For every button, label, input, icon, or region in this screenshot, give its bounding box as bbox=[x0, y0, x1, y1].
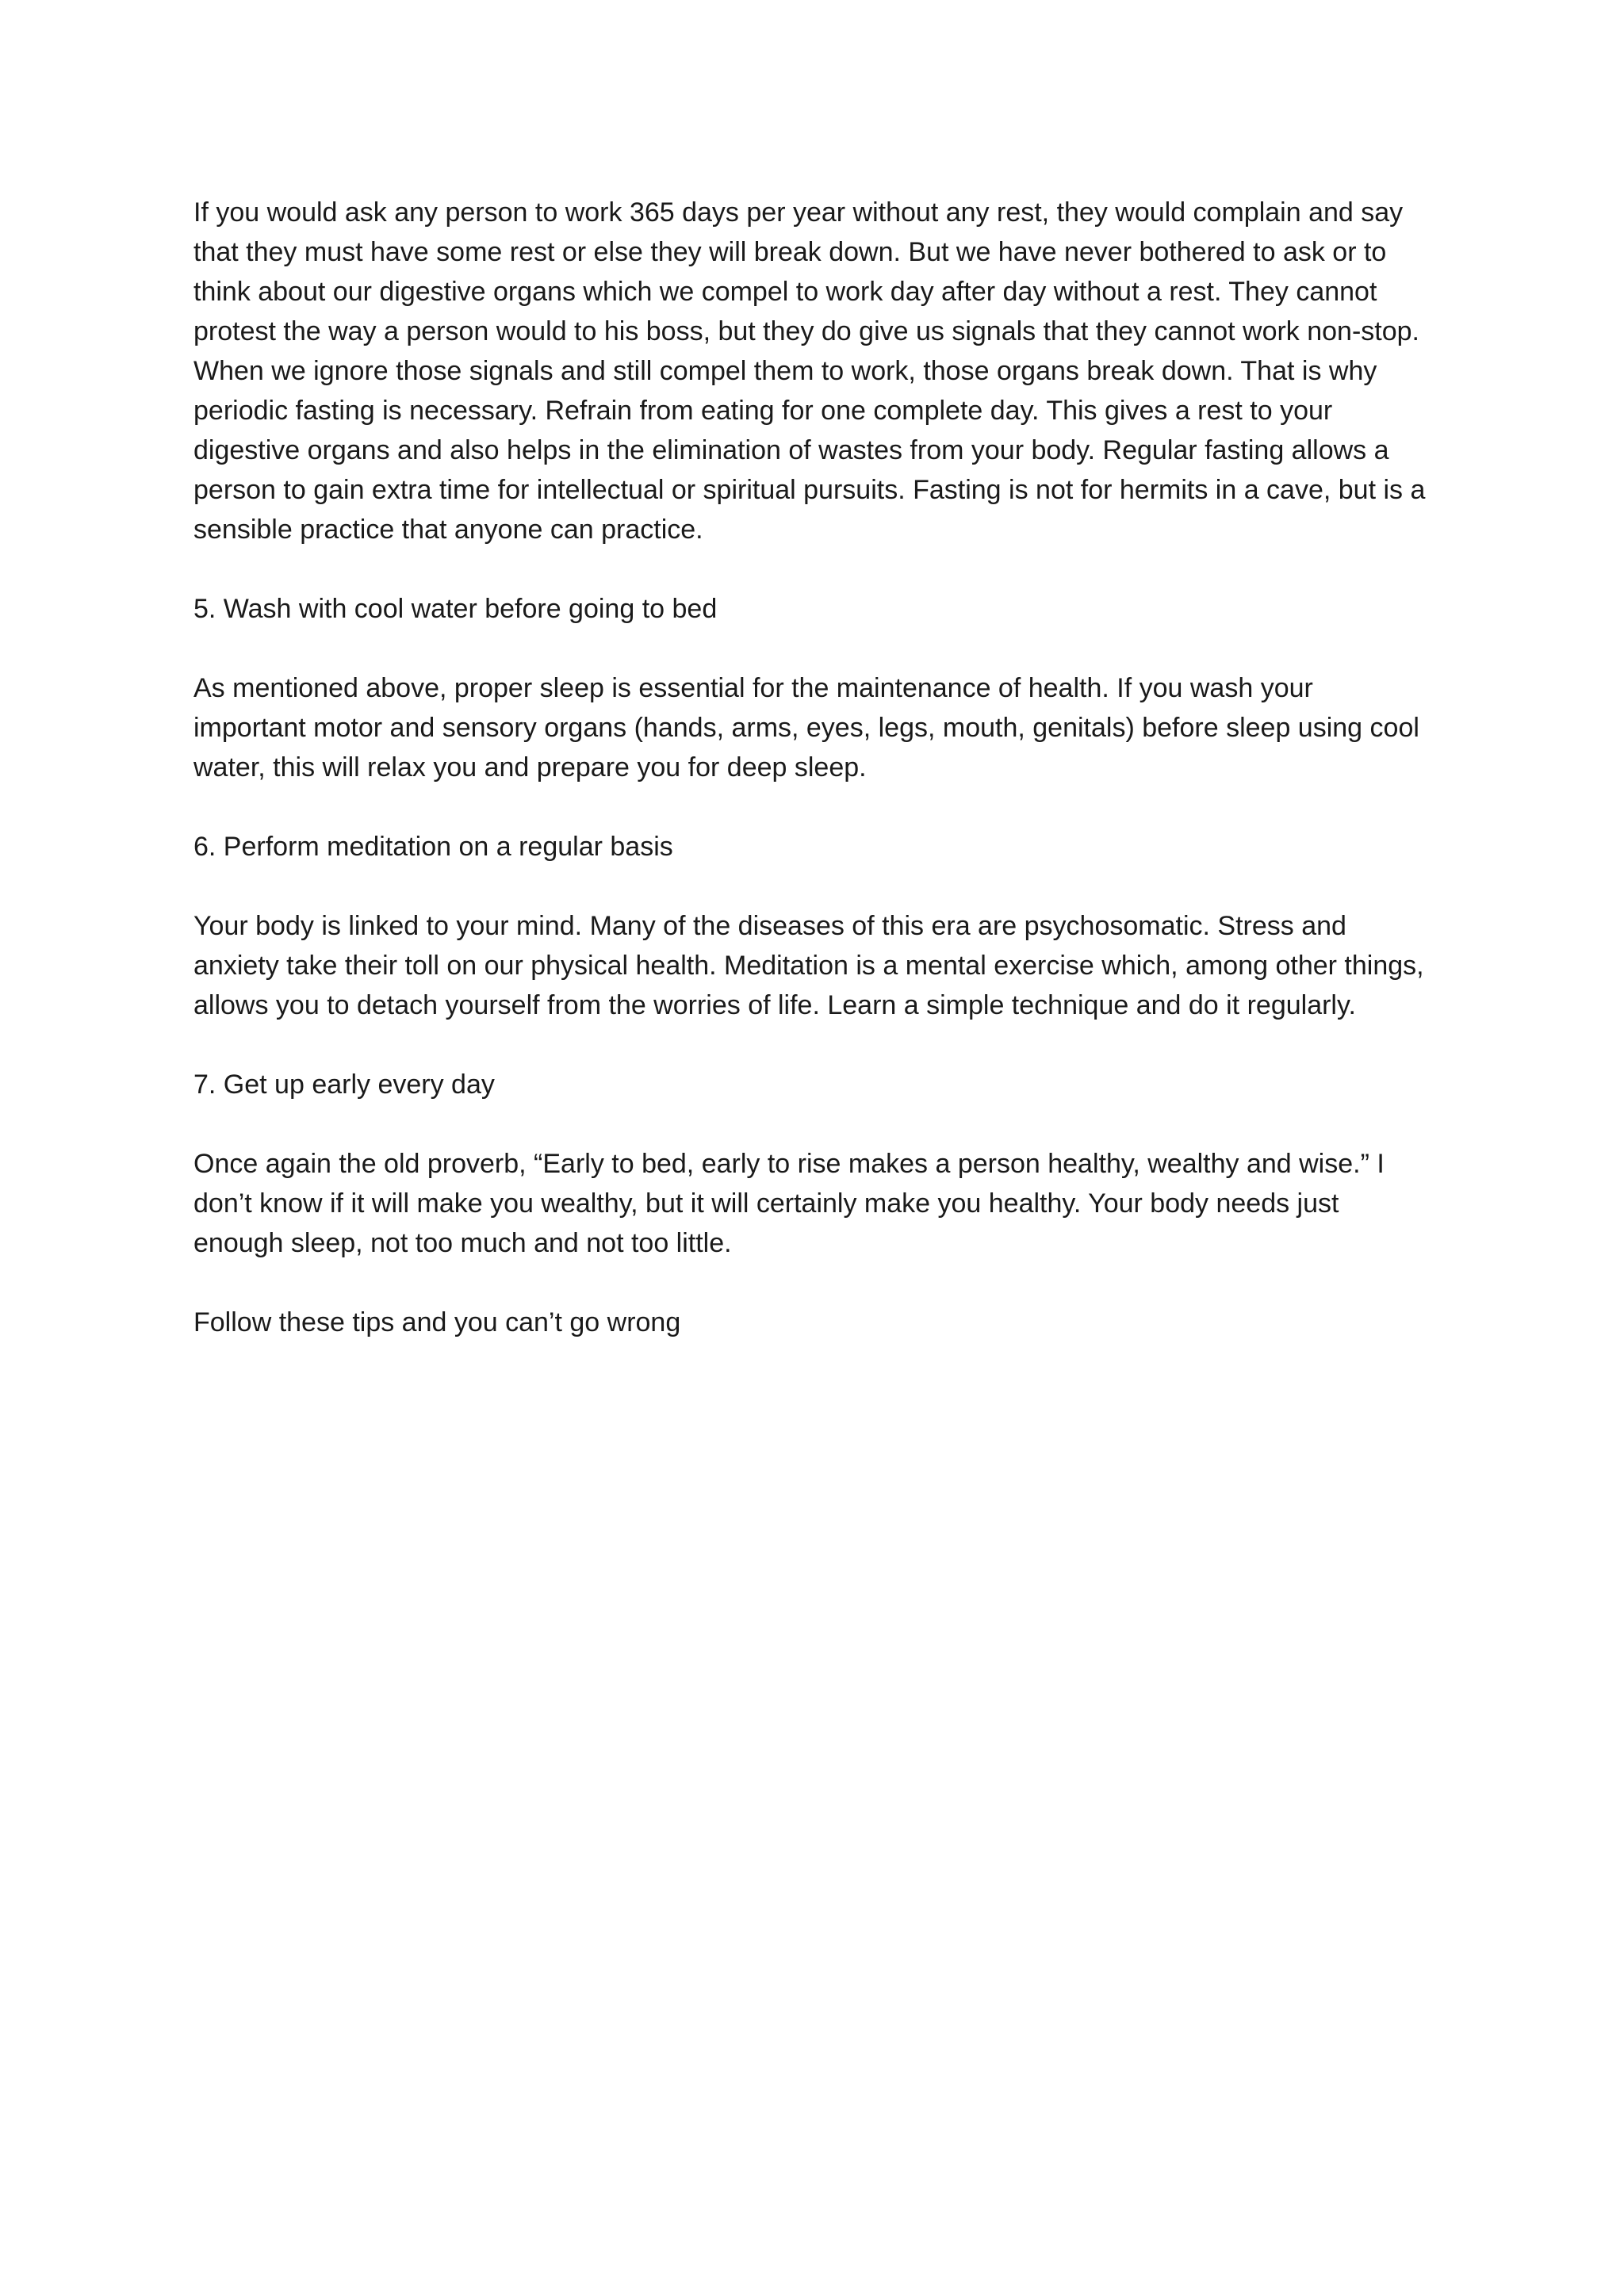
heading-wash-cool-water: 5. Wash with cool water before going to bed bbox=[193, 594, 718, 624]
paragraph-meditation: Your body is linked to your mind. Many of the diseases of this era are psychosomatic. Stress and anxiety take their toll on our physical health. Meditation is a mental exercise which, among other things, allows you to detach yourself from the worries of life. Learn a simple technique and do it regularly. bbox=[193, 911, 1424, 1020]
paragraph-closing: Follow these tips and you can’t go wrong bbox=[193, 1307, 681, 1337]
heading-get-up-early: 7. Get up early every day bbox=[193, 1070, 495, 1100]
document-body bbox=[193, 193, 1431, 1382]
heading-meditation: 6. Perform meditation on a regular basis bbox=[193, 832, 673, 862]
paragraph-sleep: As mentioned above, proper sleep is essential for the maintenance of health. If you wash your important motor and sensory organs (hands, arms, eyes, legs, mouth, genitals) before sleep using cool water, this will relax you and prepare you for deep sleep. bbox=[193, 673, 1419, 783]
paragraph-fasting: If you would ask any person to work 365 days per year without any rest, they would complain and say that they must have some rest or else they will break down. But we have never bothered to ask or to think about our digestive organs which we compel to work day after day without a rest. They cannot protest the way a person would to his boss, but they do give us signals that they cannot work non-stop. When we ignore those signals and still compel them to work, those organs break down. That is why periodic fasting is necessary. Refrain from eating for one complete day. This gives a rest to your digestive organs and also helps in the elimination of wastes from your body. Regular fasting allows a person to gain extra time for intellectual or spiritual pursuits. Fasting is not for hermits in a cave, but is a sensible practice that anyone can practice. bbox=[193, 197, 1426, 545]
paragraph-proverb: Once again the old proverb, “Early to bed, early to rise makes a person healthy, wealthy and wise.” I don’t know if it will make you wealthy, but it will certainly make you healthy. Your body needs just enough sleep, not too much and not too little. bbox=[193, 1149, 1385, 1258]
